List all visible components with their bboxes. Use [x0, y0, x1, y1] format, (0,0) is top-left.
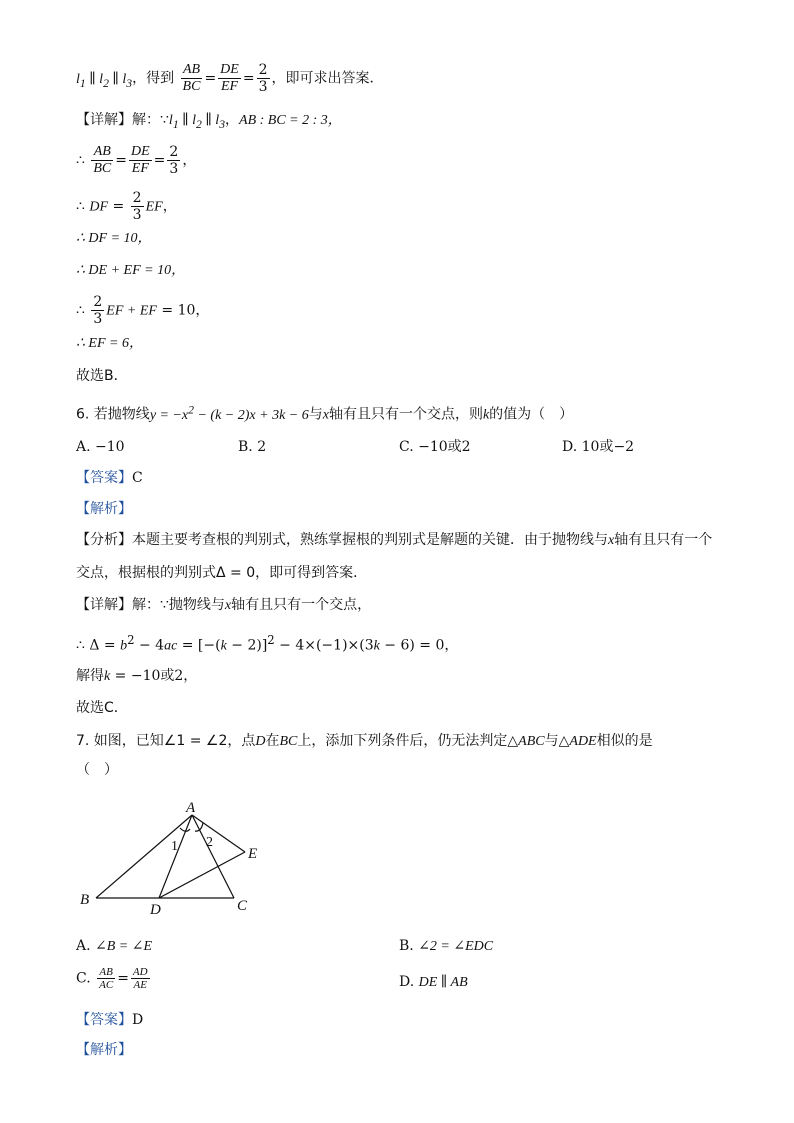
label-angle-1: 1 [171, 839, 178, 854]
prev-sum-line: ∴ DE + EF = 10， [76, 263, 186, 278]
q6-option-a[interactable]: A. −10 [76, 439, 125, 455]
parallel-expr: $l_1$ ∥ $l_2$ ∥ $l_3$ [76, 71, 133, 90]
q6-detail-line: 【详解】解：∵抛物线与x轴有且只有一个交点， [76, 597, 372, 613]
prev-detail-line: 【详解】解：$\because l_1$ ∥ $l_2$ ∥ $l_3$，AB : BC = 2 : 3， [76, 112, 342, 131]
label-B: B [80, 892, 90, 908]
label-D: D [150, 902, 161, 918]
q6-option-c[interactable]: C. −10或2 [399, 439, 471, 455]
prev-df10-line: ∴ DF = 10， [76, 231, 152, 246]
prev-eq-line: ∴ $\frac{2}{3}$ EF + EF = 10， [76, 294, 210, 327]
q7-option-a[interactable]: A. ∠B = ∠E [76, 938, 153, 954]
q7-answer: 【答案】D [76, 1012, 144, 1028]
q7-stem: 7. 如图，已知∠1 = ∠2，点D在BC上，添加下列条件后，仍无法判定△ABC与△ADE相似的是 [76, 733, 653, 749]
frac-ab-bc: $\frac{AB}{BC}$ [182, 62, 201, 94]
label-angle-2: 2 [206, 835, 213, 850]
label-C: C [237, 898, 248, 914]
q7-option-d[interactable]: D. DE ∥ AB [399, 974, 468, 990]
q6-option-d[interactable]: D. 10或−2 [562, 439, 635, 455]
prev-line-1: $l_1$ ∥ $l_2$ ∥ $l_3$，得到 $\frac{AB}{BC}$ = $\frac{DE}{EF}$ = $\frac{2}{3}$ ，即可求出答案． [76, 62, 384, 95]
q6-discriminant-line: ∴ $\Delta = b^2 - 4ac = [-(k - 2)]^2 - 4\times(-1)\times(3k - 6) = 0$， [76, 633, 459, 654]
q6-stem: 6. 若抛物线$y = -x^2 - (k - 2)x + 3k - 6$与x轴有且只有一个交点，则k的值为（ ） [76, 403, 574, 423]
q6-analysis-label: 【解析】 [76, 501, 132, 517]
prev-result-line: ∴ EF = 6， [76, 336, 143, 351]
because-symbol: ∵ [160, 112, 169, 128]
q6-option-b[interactable]: B. 2 [238, 439, 267, 455]
parabola-expr: $y = -x^2 - (k - 2)x + 3k - 6$ [149, 403, 309, 423]
q6-fenxi-line-1: 【分析】本题主要考查根的判别式，熟练掌握根的判别式是解题的关键．由于抛物线与x轴有且只有一个 [76, 532, 713, 548]
q7-option-b[interactable]: B. ∠2 = ∠EDC [399, 938, 494, 954]
triangle-figure [75, 800, 275, 920]
q6-conclusion: 故选C． [76, 700, 128, 716]
label-A: A [186, 800, 196, 816]
frac-2-3: $\frac{2}{3}$ [258, 62, 268, 95]
q7-option-c[interactable]: C. $\frac{AB}{AC}$ = $\frac{AD}{AE}$ [76, 966, 148, 991]
label-E: E [248, 846, 258, 862]
q7-analysis-label: 【解析】 [76, 1042, 132, 1058]
q6-solve-line: 解得k = −10或2， [76, 668, 198, 684]
prev-df-line: ∴ DF = $\frac{2}{3}$ EF， [76, 190, 177, 223]
frac-de-ef: $\frac{DE}{EF}$ [220, 62, 239, 94]
q7-paren: （ ） [76, 762, 118, 778]
q6-answer: 【答案】C [76, 470, 143, 486]
prev-ratio-line: ∴ $\frac{AB}{BC}$ = $\frac{DE}{EF}$ = $\frac{2}{3}$ ， [76, 144, 197, 177]
prev-conclusion: 故选B． [76, 368, 128, 384]
q6-fenxi-line-2: 交点，根据根的判别式Δ = 0，即可得到答案． [76, 565, 368, 581]
detail-label: 【详解】 [76, 112, 132, 128]
